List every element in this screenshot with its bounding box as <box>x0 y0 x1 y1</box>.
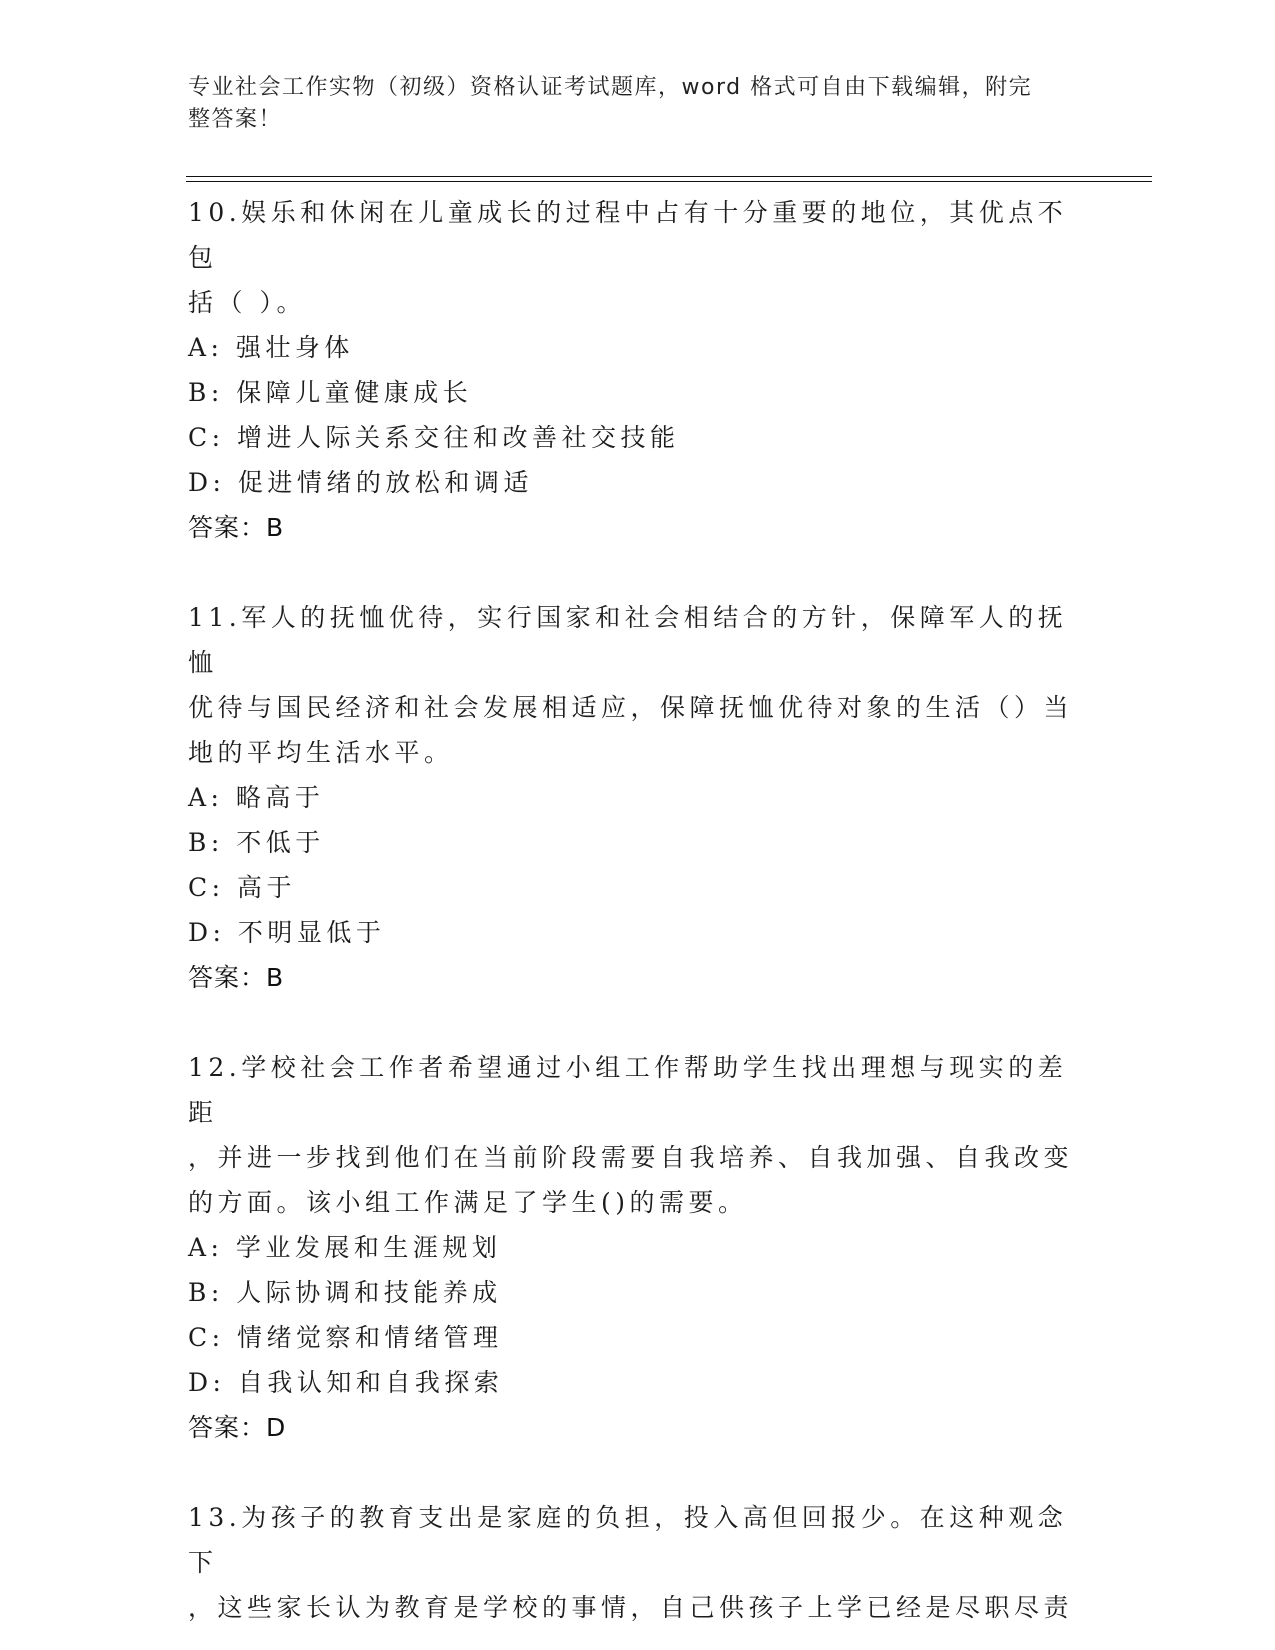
question-stem-line: 12.学校社会工作者希望通过小组工作帮助学生找出理想与现实的差距 <box>188 1053 1068 1127</box>
question-list <box>188 190 1088 1630</box>
option-d: D: 不明显低于 <box>188 918 386 947</box>
question-stem-line: ，这些家长认为教育是学校的事情，自己供孩子上学已经是尽职尽责 <box>188 1593 1074 1622</box>
answer: 答案：D <box>188 1413 287 1442</box>
option-c: C: 情绪觉察和情绪管理 <box>188 1323 503 1352</box>
header-line-1: 专业社会工作实物（初级）资格认证考试题库，word 格式可自由下载编辑，附完 <box>188 75 1033 100</box>
option-b: B: 保障儿童健康成长 <box>188 378 473 407</box>
option-d: D: 促进情绪的放松和调适 <box>188 468 533 497</box>
header-divider-bottom <box>186 181 1152 182</box>
spacer <box>188 550 1088 595</box>
header-divider-top <box>186 176 1152 177</box>
question-13 <box>188 1495 1088 1630</box>
question-10 <box>188 190 1088 550</box>
option-b: B: 人际协调和技能养成 <box>188 1278 502 1307</box>
question-stem-line: 11.军人的抚恤优待，实行国家和社会相结合的方针，保障军人的抚恤 <box>188 603 1068 677</box>
option-a: A: 学业发展和生涯规划 <box>188 1233 502 1262</box>
option-c: C: 增进人际关系交往和改善社交技能 <box>188 423 680 452</box>
option-a: A: 略高于 <box>188 783 325 812</box>
option-d: D: 自我认知和自我探索 <box>188 1368 504 1397</box>
question-stem-line: 优待与国民经济和社会发展相适应，保障抚恤优待对象的生活（）当 <box>188 693 1074 722</box>
answer: 答案：B <box>188 963 285 992</box>
question-stem-line: 地的平均生活水平。 <box>188 738 454 767</box>
header-line-2: 整答案！ <box>188 107 283 132</box>
option-a: A: 强壮身体 <box>188 333 354 362</box>
spacer <box>188 1000 1088 1045</box>
question-stem-line: 13.为孩子的教育支出是家庭的负担，投入高但回报少。在这种观念下 <box>188 1503 1068 1577</box>
question-11 <box>188 595 1088 1000</box>
question-stem-line: 的方面。该小组工作满足了学生()的需要。 <box>188 1188 748 1217</box>
question-stem-line: 括（ ）。 <box>188 288 306 317</box>
page-header <box>188 72 1068 136</box>
question-12 <box>188 1045 1088 1450</box>
question-stem-line: ，并进一步找到他们在当前阶段需要自我培养、自我加强、自我改变 <box>188 1143 1074 1172</box>
spacer <box>188 1450 1088 1495</box>
answer: 答案：B <box>188 513 285 542</box>
question-stem-line: 10.娱乐和休闲在儿童成长的过程中占有十分重要的地位，其优点不包 <box>188 198 1068 272</box>
option-b: B: 不低于 <box>188 828 325 857</box>
option-c: C: 高于 <box>188 873 296 902</box>
